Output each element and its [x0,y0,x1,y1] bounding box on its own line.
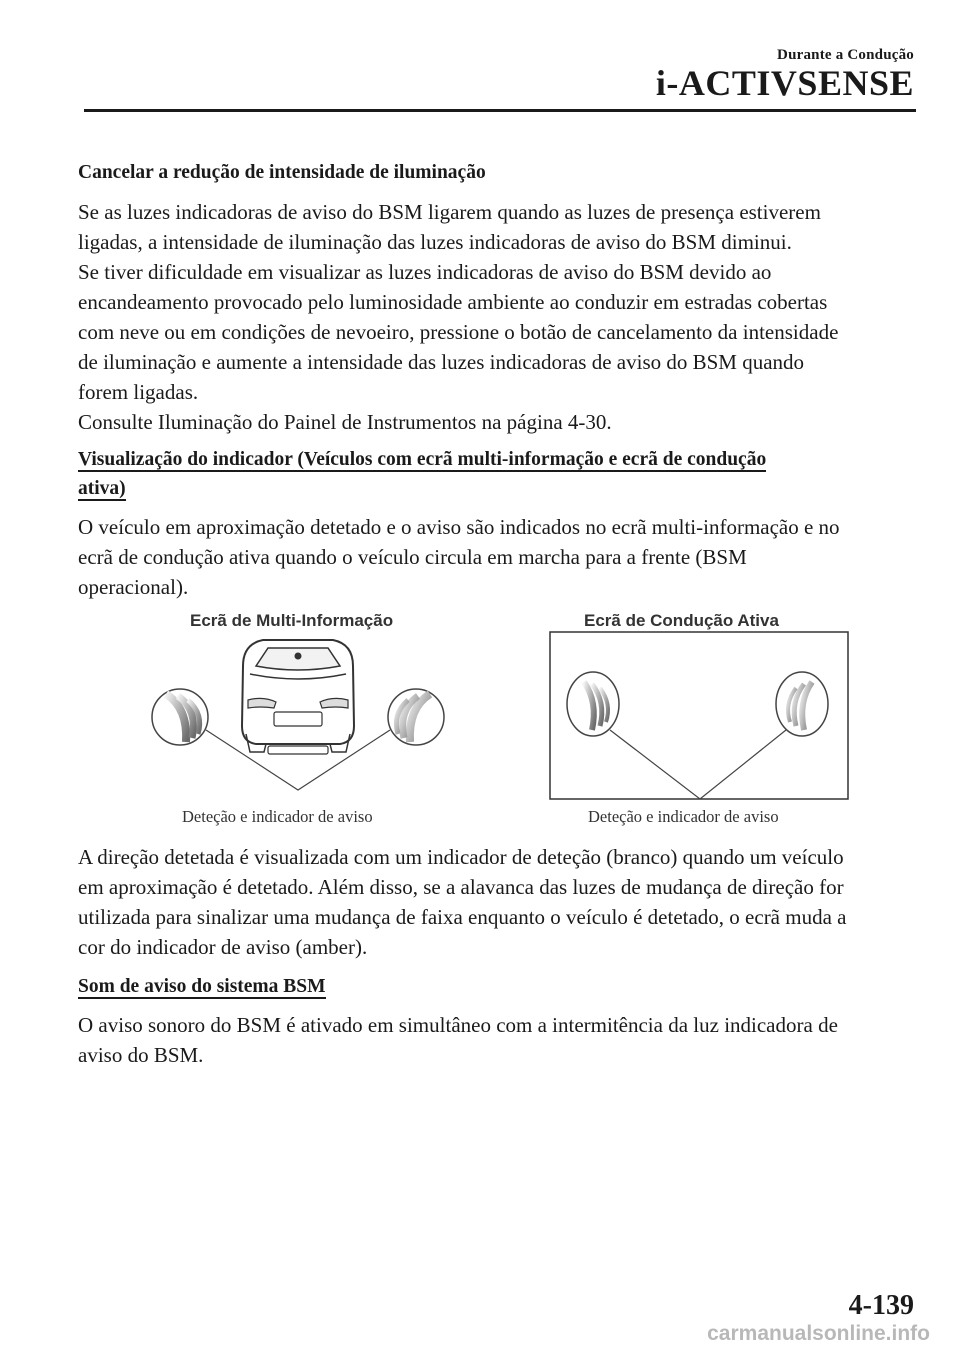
car-rear-icon [242,640,354,754]
text-line: forem ligadas. [78,380,199,404]
text-line: em aproximação é detetado. Além disso, se a alavanca das luzes de mudança de direção for [78,875,844,899]
paragraph-indicator-detail [78,842,916,962]
heading-line: Visualização do indicador (Veículos com ecrã multi-informação e ecrã de condução [78,449,767,470]
chapter-title: i-ACTIVSENSE [655,63,914,103]
header-rule [84,109,916,112]
bsm-display-figure [78,604,916,836]
section-heading-sound [78,970,916,1001]
section-heading-indicator [78,445,916,503]
figure-label-left: Deteção e indicador de aviso [182,807,373,826]
page-content [78,158,916,1078]
text-line: com neve ou em condições de nevoeiro, pressione o botão de cancelamento da intensidade [78,320,839,344]
text-line: ligadas, a intensidade de iluminação das luzes indicadoras de aviso do BSM diminui. [78,230,792,254]
text-line: de iluminação e aumente a intensidade das luzes indicadoras de aviso do BSM quando [78,350,805,374]
section-name: Durante a Condução [777,47,914,63]
watermark: carmanualsonline.info [707,1322,930,1345]
figure-caption-right: Ecrã de Condução Ativa [584,611,779,630]
section-heading-dimming: Cancelar a redução de intensidade de iluminação [78,162,486,183]
ad-right-indicator-icon [776,672,828,736]
text-line: encandeamento provocado pelo luminosidade ambiente ao conduzir em estradas cobertas [78,290,828,314]
figure-label-right: Deteção e indicador de aviso [588,807,779,826]
text-line: Se as luzes indicadoras de aviso do BSM ligarem quando as luzes de presença estiverem [78,200,821,224]
ad-left-indicator-icon [567,672,619,736]
text-line: cor do indicador de aviso (amber). [78,935,368,959]
page-number: 4-139 [848,1290,914,1321]
right-warning-indicator-icon [388,689,444,745]
figure-caption-left: Ecrã de Multi-Informação [190,611,394,630]
paragraph-indicator [78,512,916,602]
text-line: O veículo em aproximação detetado e o aviso são indicados no ecrã multi-informação e no [78,515,840,539]
heading-line: ativa) [78,478,126,499]
text-line: aviso do BSM. [78,1043,204,1067]
paragraph-dimming [78,197,916,437]
paragraph-sound [78,1010,916,1070]
left-warning-indicator-icon [152,689,208,745]
text-line: utilizada para sinalizar uma mudança de faixa enquanto o veículo é detetado, o ecrã muda a [78,905,847,929]
text-line: operacional). [78,575,189,599]
text-line: O aviso sonoro do BSM é ativado em simultâneo com a intermitência da luz indicadora de [78,1013,838,1037]
text-line: Consulte Iluminação do Painel de Instrumentos na página 4-30. [78,410,612,434]
text-line: A direção detetada é visualizada com um indicador de deteção (branco) quando um veículo [78,845,844,869]
heading-line: Som de aviso do sistema BSM [78,976,326,997]
text-line: Se tiver dificuldade em visualizar as luzes indicadoras de aviso do BSM devido ao [78,260,772,284]
text-line: ecrã de condução ativa quando o veículo circula em marcha para a frente (BSM [78,545,747,569]
